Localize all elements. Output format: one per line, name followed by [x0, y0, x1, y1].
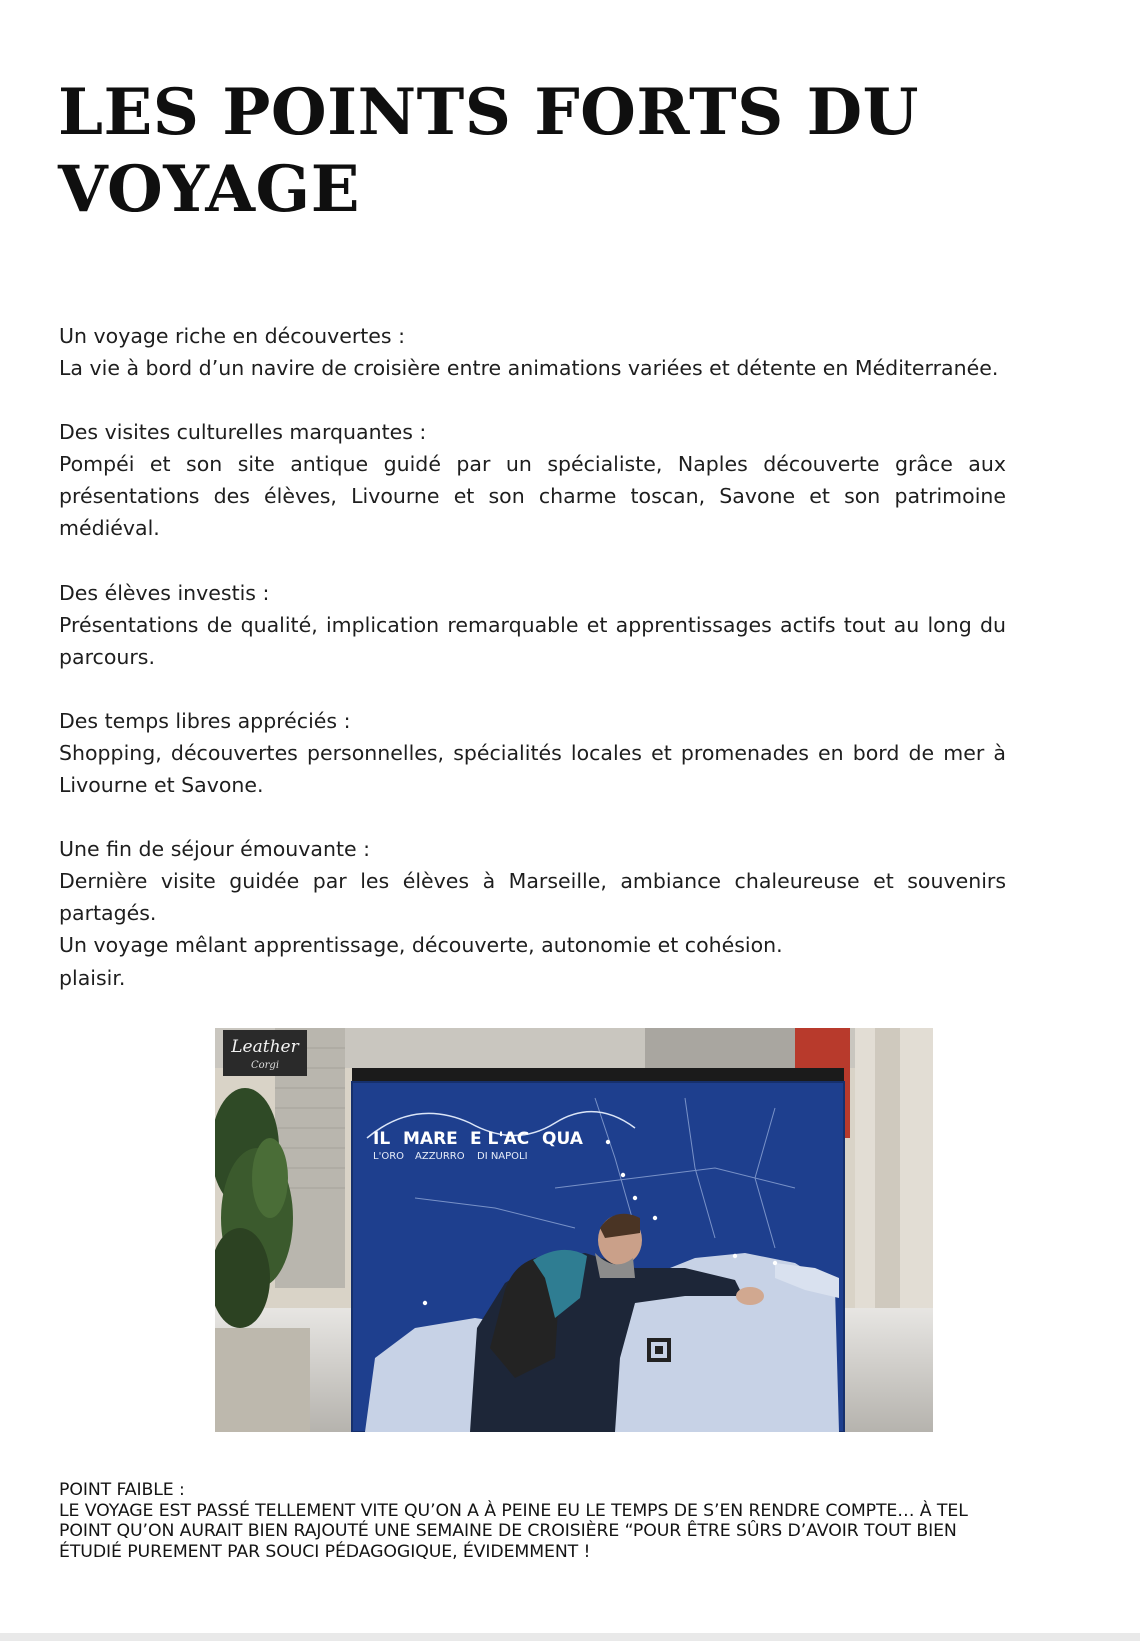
weak-point	[59, 1480, 1019, 1562]
section-text: Présentations de qualité, implication remarquable et apprentissages actifs tout au long du parcours.	[59, 612, 1006, 669]
section-cultural-visits	[59, 416, 1006, 544]
section-ending	[59, 833, 1006, 993]
exhibit-title-word: IL	[373, 1129, 391, 1149]
shop-sign-line1: Leather	[231, 1037, 299, 1057]
section-discoveries	[59, 320, 1006, 384]
weak-point-text: LE VOYAGE EST PASSÉ TELLEMENT VITE QU’ON A À PEINE EU LE TEMPS DE S’EN RENDRE COMPTE… À TEL POINT QU’ON AURAIT BIEN RAJOUTÉ UNE SEMAINE DE CROISIÈRE “POUR ÊTRE SÛRS D’AVOIR TOUT BIEN ÉTUDIÉ PUREMENT PAR SOUCI PÉDAGOGIQUE, ÉVIDEMMENT !	[59, 1500, 968, 1562]
exhibit-title-word: MARE	[403, 1129, 458, 1149]
exhibit-title-word: QUA	[542, 1129, 583, 1149]
closing-line: Un voyage mêlant apprentissage, découverte, autonomie et cohésion.	[59, 933, 783, 958]
section-free-time	[59, 705, 1006, 801]
page-bottom-bar	[0, 1633, 1140, 1641]
section-heading: Des temps libres appréciés :	[59, 708, 351, 733]
section-text: Dernière visite guidée par les élèves à Marseille, ambiance chaleureuse et souvenirs partagés.	[59, 869, 1006, 926]
exhibit-subtitle-word: L'ORO	[373, 1151, 405, 1162]
exhibit-photo-illustration	[215, 1028, 933, 1432]
exhibit-subtitle-word: AZZURRO	[415, 1151, 465, 1162]
shop-sign-line2: Corgi	[250, 1060, 280, 1071]
trip-photo	[215, 1028, 933, 1432]
section-heading: Une fin de séjour émouvante :	[59, 837, 371, 862]
weak-point-label: POINT FAIBLE :	[59, 1480, 185, 1500]
highlights-body	[59, 320, 1006, 994]
section-heading: Un voyage riche en découvertes :	[59, 324, 406, 348]
section-text: Pompéi et son site antique guidé par un spécialiste, Naples découverte grâce aux présentations des élèves, Livourne et son charme toscan, Savone et son patrimoine médiéval.	[59, 452, 1006, 541]
section-heading: Des visites culturelles marquantes :	[59, 420, 427, 445]
closing-line: plaisir.	[59, 965, 126, 990]
section-heading: Des élèves investis :	[59, 580, 270, 605]
exhibit-subtitle-word: DI NAPOLI	[477, 1151, 528, 1162]
section-students	[59, 577, 1006, 673]
page-title: LES POINTS FORTS DU VOYAGE	[58, 75, 919, 227]
exhibit-title-word: E L'AC	[470, 1129, 530, 1149]
section-text: La vie à bord d’un navire de croisière entre animations variées et détente en Méditerranée.	[59, 356, 999, 381]
section-text: Shopping, découvertes personnelles, spécialités locales et promenades en bord de mer à Livourne et Savone.	[59, 740, 1006, 798]
